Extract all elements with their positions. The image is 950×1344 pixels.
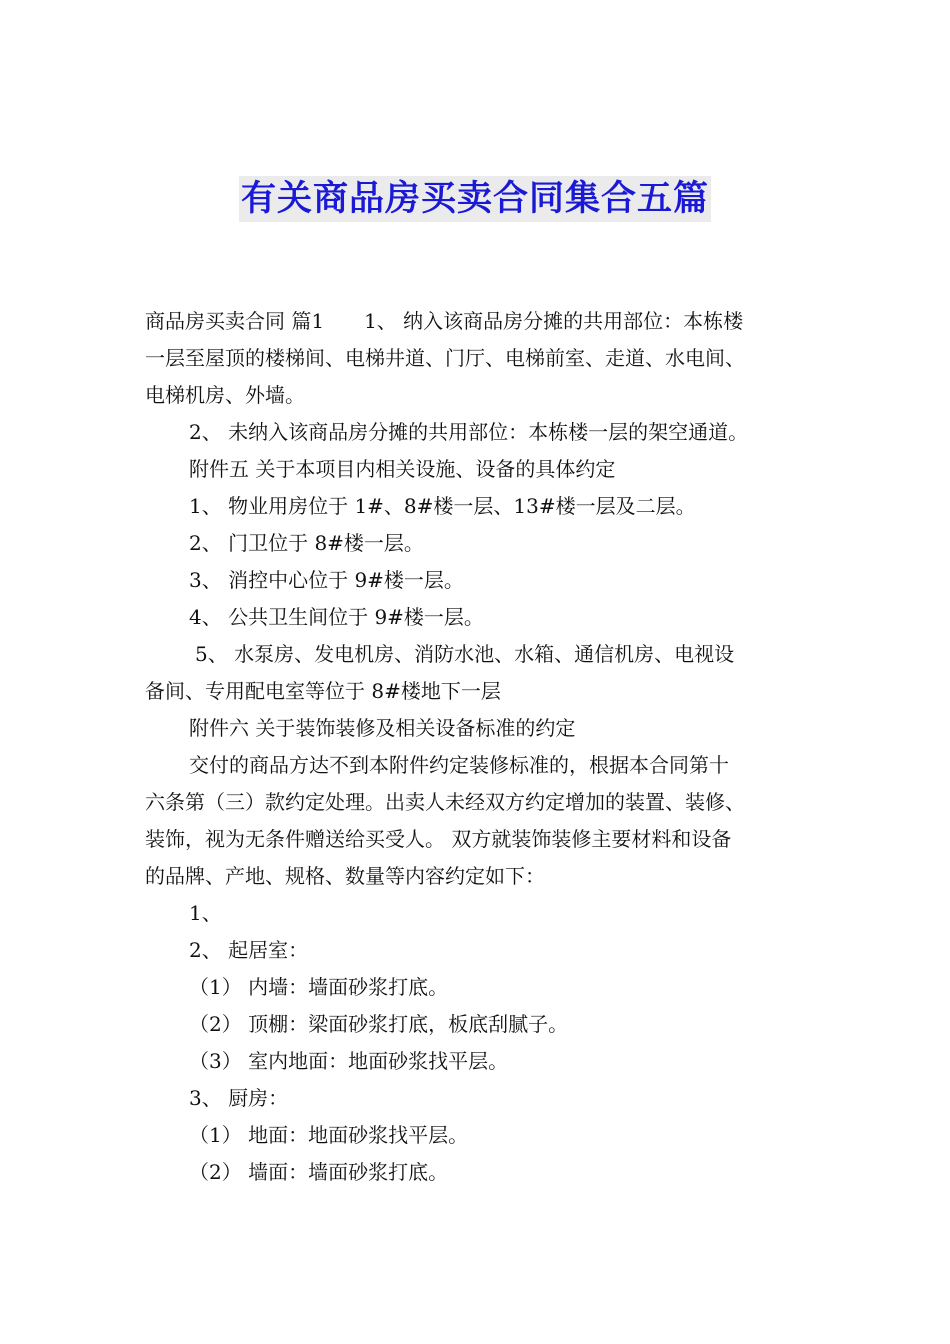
document-body bbox=[145, 303, 815, 1191]
list-item: 3、 厨房： bbox=[189, 1086, 289, 1110]
paragraph-line: 2、 未纳入该商品房分摊的共用部位：本栋楼一层的架空通道。 bbox=[189, 420, 749, 444]
paragraph-line: 装饰，视为无条件赠送给买受人。 双方就装饰装修主要材料和设备 bbox=[145, 827, 732, 851]
list-item: 5、 水泵房、发电机房、消防水池、水箱、通信机房、电视设 bbox=[195, 642, 735, 666]
paragraph-line: 电梯机房、外墙。 bbox=[145, 383, 305, 407]
paragraph-line: 交付的商品方达不到本附件约定装修标准的，根据本合同第十 bbox=[189, 753, 729, 777]
sub-list-item: （2） 墙面：墙面砂浆打底。 bbox=[189, 1160, 449, 1184]
list-item: 1、 bbox=[189, 901, 222, 925]
list-item: 3、 消控中心位于 9#楼一层。 bbox=[189, 568, 464, 592]
paragraph-line: 一层至屋顶的楼梯间、电梯井道、门厅、电梯前室、走道、水电间、 bbox=[145, 346, 745, 370]
list-item: 2、 门卫位于 8#楼一层。 bbox=[189, 531, 424, 555]
paragraph-line: 商品房买卖合同 篇1 1、 纳入该商品房分摊的共用部位：本栋楼 bbox=[145, 309, 744, 333]
sub-list-item: （1） 内墙：墙面砂浆打底。 bbox=[189, 975, 449, 999]
paragraph-line: 备间、专用配电室等位于 8#楼地下一层 bbox=[145, 679, 501, 703]
section-heading: 附件六 关于装饰装修及相关设备标准的约定 bbox=[189, 716, 576, 740]
section-heading: 附件五 关于本项目内相关设施、设备的具体约定 bbox=[189, 457, 616, 481]
list-item: 1、 物业用房位于 1#、8#楼一层、13#楼一层及二层。 bbox=[189, 494, 696, 518]
title-container bbox=[0, 176, 950, 222]
sub-list-item: （2） 顶棚：梁面砂浆打底，板底刮腻子。 bbox=[189, 1012, 569, 1036]
list-item: 4、 公共卫生间位于 9#楼一层。 bbox=[189, 605, 484, 629]
paragraph-line: 的品牌、产地、规格、数量等内容约定如下： bbox=[145, 864, 545, 888]
paragraph-line: 六条第（三）款约定处理。出卖人未经双方约定增加的装置、装修、 bbox=[145, 790, 745, 814]
list-item: 2、 起居室： bbox=[189, 938, 309, 962]
sub-list-item: （3） 室内地面：地面砂浆找平层。 bbox=[189, 1049, 509, 1073]
document-title: 有关商品房买卖合同集合五篇 bbox=[239, 176, 711, 222]
sub-list-item: （1） 地面：地面砂浆找平层。 bbox=[189, 1123, 469, 1147]
